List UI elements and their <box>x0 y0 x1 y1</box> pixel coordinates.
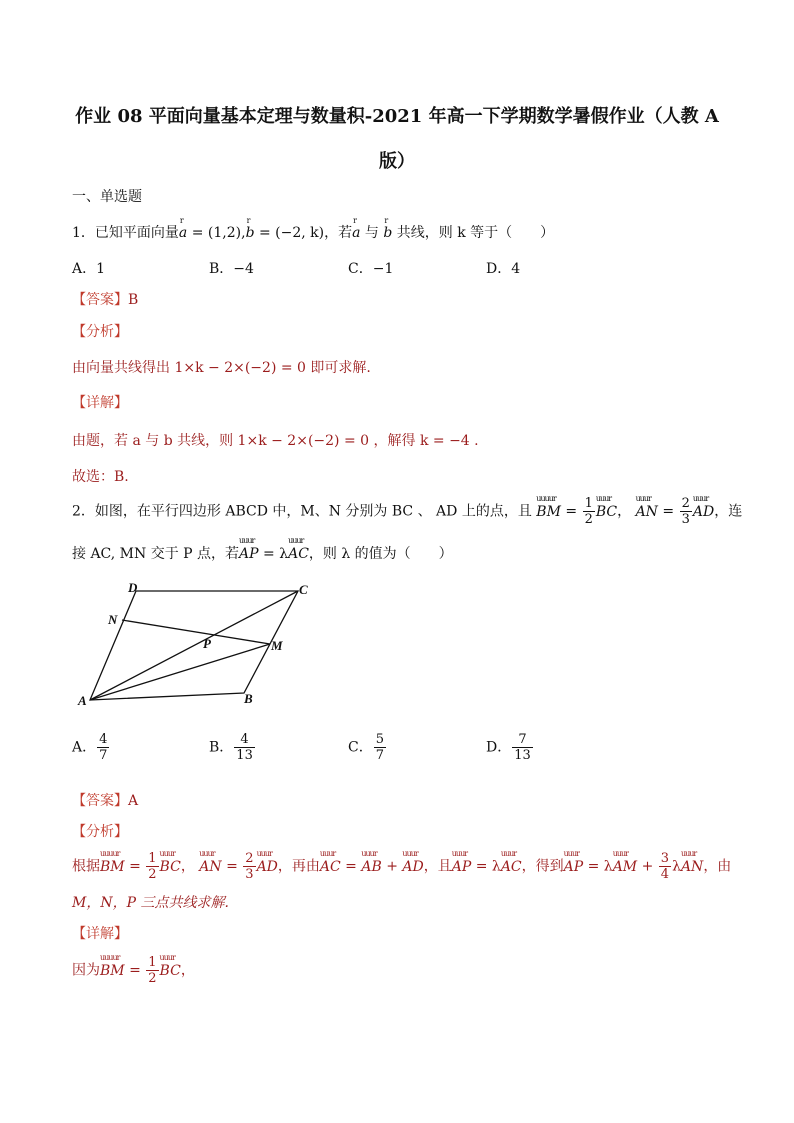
vector-b-ref: r b <box>383 225 392 241</box>
vector-ac: uuur AC <box>288 546 309 562</box>
q2-end1: ，连 <box>714 503 743 520</box>
q1-option-a: A．1 <box>72 261 106 277</box>
label-d: D <box>128 580 138 595</box>
analysis-tag: 【分析】 <box>72 824 128 840</box>
section-heading: 一、单选题 <box>72 189 142 205</box>
q1-detail: 由题，若 a 与 b 共线，则 1×k − 2×(−2) = 0 ，解得 k = −4 . <box>72 433 479 449</box>
q2-end2: ，则 λ 的值为（ ） <box>308 546 453 562</box>
q1-prefix: 1．已知平面向量 <box>72 225 179 241</box>
answer-tag: 【答案】 <box>72 292 128 308</box>
q1-with: 与 <box>360 225 384 241</box>
q2-option-b: B． $\frac{4}{13}$ <box>209 732 253 763</box>
vector-an: uuur AN <box>636 504 658 520</box>
q2-prefix: 2．如图，在平行四边形 ABCD 中，M、N 分别为 BC 、 AD 上的点，且 <box>72 503 532 520</box>
analysis-tag: 【分析】 <box>72 324 128 340</box>
q2-line2: 接 AC, MN 交于 P 点，若 <box>72 546 240 562</box>
question-2-line2 <box>72 543 453 563</box>
q2-option-a: A． $\frac{4}{7}$ <box>72 732 108 763</box>
vector-bm: uuuur BM <box>536 504 561 520</box>
q1-option-b: B．−4 <box>209 261 254 277</box>
question-2 <box>72 496 742 527</box>
answer-tag: 【答案】 <box>72 793 128 809</box>
q2-detail: 因为uuuur BM = $\frac{1}{2}$ uuur BC， <box>72 955 195 986</box>
vector-ap: uuur AP <box>239 546 259 562</box>
label-m: M <box>271 638 283 653</box>
separator: ， <box>617 503 632 520</box>
equals: = <box>657 503 679 520</box>
vector-b-value: = (−2, k) <box>254 225 325 241</box>
equals-lambda: = λ <box>258 546 289 562</box>
q1-option-c: C．−1 <box>348 261 394 277</box>
vector-bc: uuur BC <box>596 504 617 520</box>
vector-a-value: = (1,2), <box>187 225 246 241</box>
fraction-one-half: $\frac{1}{2}$ <box>584 496 593 527</box>
q1-mid: ，若 <box>324 225 353 241</box>
q1-conclusion: 故选：B. <box>72 469 129 485</box>
q2-analysis-line2: M，N，P 三点共线求解. <box>72 895 229 911</box>
answer-value: A <box>128 793 139 809</box>
vector-a: r a <box>179 225 187 241</box>
vector-a-ref: r a <box>352 225 360 241</box>
page-title: 作业 08 平面向量基本定理与数量积-2021 年高一下学期数学暑假作业（人教 A <box>75 106 719 127</box>
detail-tag: 【详解】 <box>72 395 128 411</box>
equals: = <box>560 503 582 520</box>
label-p: P <box>203 636 211 651</box>
page-title-cont: 版） <box>379 151 415 172</box>
q1-tail: 共线，则 k 等于（ ） <box>392 225 555 241</box>
q1-option-d: D．4 <box>486 261 521 277</box>
parallelogram-figure <box>72 578 322 710</box>
vector-b: r b <box>246 225 255 241</box>
fraction-two-thirds: $\frac{2}{3}$ <box>681 496 690 527</box>
detail-tag: 【详解】 <box>72 926 128 942</box>
q2-analysis: 根据uuuur BM = $\frac{1}{2}$ uuur BC， uuur AN = $\frac{2}{3}$ uuur AD，再由uuur AC = uuur AB + uuur AD，且uuur AP = λuuur AC，得到uuur AP = λuuur AM + $\frac{3}{4}$ λuuur AN，由 <box>72 851 731 882</box>
q2-option-d: D． $\frac{7}{13}$ <box>486 732 531 763</box>
vector-ad: uuur AD <box>693 504 714 520</box>
q1-analysis: 由向量共线得出 1×k − 2×(−2) = 0 即可求解. <box>72 360 371 376</box>
label-a: A <box>78 693 87 708</box>
label-b: B <box>244 691 253 706</box>
label-n: N <box>108 612 118 627</box>
question-1 <box>72 222 554 242</box>
label-c: C <box>299 582 308 597</box>
answer-value: B <box>128 292 139 308</box>
q1-answer <box>72 289 138 309</box>
q2-answer <box>72 790 138 810</box>
q2-option-c: C． $\frac{5}{7}$ <box>348 732 384 763</box>
segment-nm <box>122 620 270 644</box>
